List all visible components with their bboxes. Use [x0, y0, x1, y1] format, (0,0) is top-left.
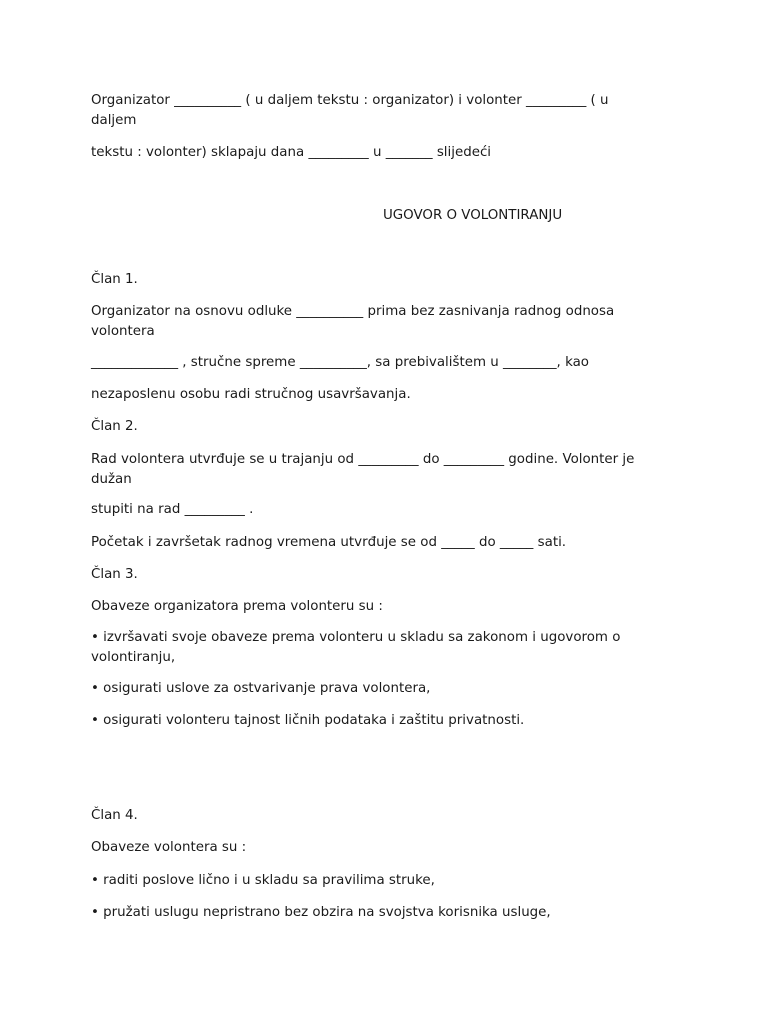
clan-4-list-item: • raditi poslove lično i u skladu sa pravilima struke,	[91, 873, 435, 888]
clan-4-list-item: • pružati uslugu nepristrano bez obzira na svojstva korisnika usluge,	[91, 905, 551, 920]
clan-3-list-item: • osigurati uslove za ostvarivanje prava volontera,	[91, 681, 431, 696]
document-title: UGOVOR O VOLONTIRANJU	[383, 208, 563, 223]
clan-4-intro: Obaveze volontera su :	[91, 840, 247, 855]
clan-3-list-item: • osigurati volonteru tajnost ličnih podataka i zaštitu privatnosti.	[91, 713, 525, 728]
clan-1-paragraph-2: _____________ , stručne spreme __________, sa prebivalištem u ________, kao	[91, 355, 589, 370]
clan-4-heading: Član 4.	[91, 808, 138, 823]
clan-1-paragraph-3: nezaposlenu osobu radi stručnog usavršavanja.	[91, 387, 411, 402]
clan-2-paragraph-1: Rad volontera utvrđuje se u trajanju od _________ do _________ godine. Volonter je dužan	[91, 452, 635, 487]
clan-3-intro: Obaveze organizatora prema volonteru su :	[91, 599, 383, 614]
intro-paragraph-1: Organizator __________ ( u daljem tekstu : organizator) i volonter _________ ( u daljem	[91, 93, 609, 128]
clan-2-paragraph-3: Početak i završetak radnog vremena utvrđuje se od _____ do _____ sati.	[91, 535, 567, 550]
clan-3-list-item: • izvršavati svoje obaveze prema volonteru u skladu sa zakonom i ugovorom o volontiranju,	[91, 630, 621, 665]
clan-1-paragraph-1: Organizator na osnovu odluke __________ prima bez zasnivanja radnog odnosa volontera	[91, 304, 615, 339]
clan-3-heading: Član 3.	[91, 567, 138, 582]
clan-2-paragraph-2: stupiti na rad _________ .	[91, 502, 254, 517]
clan-1-heading: Član 1.	[91, 272, 138, 287]
intro-paragraph-2: tekstu : volonter) sklapaju dana _________ u _______ slijedeći	[91, 145, 492, 160]
clan-2-heading: Član 2.	[91, 419, 138, 434]
